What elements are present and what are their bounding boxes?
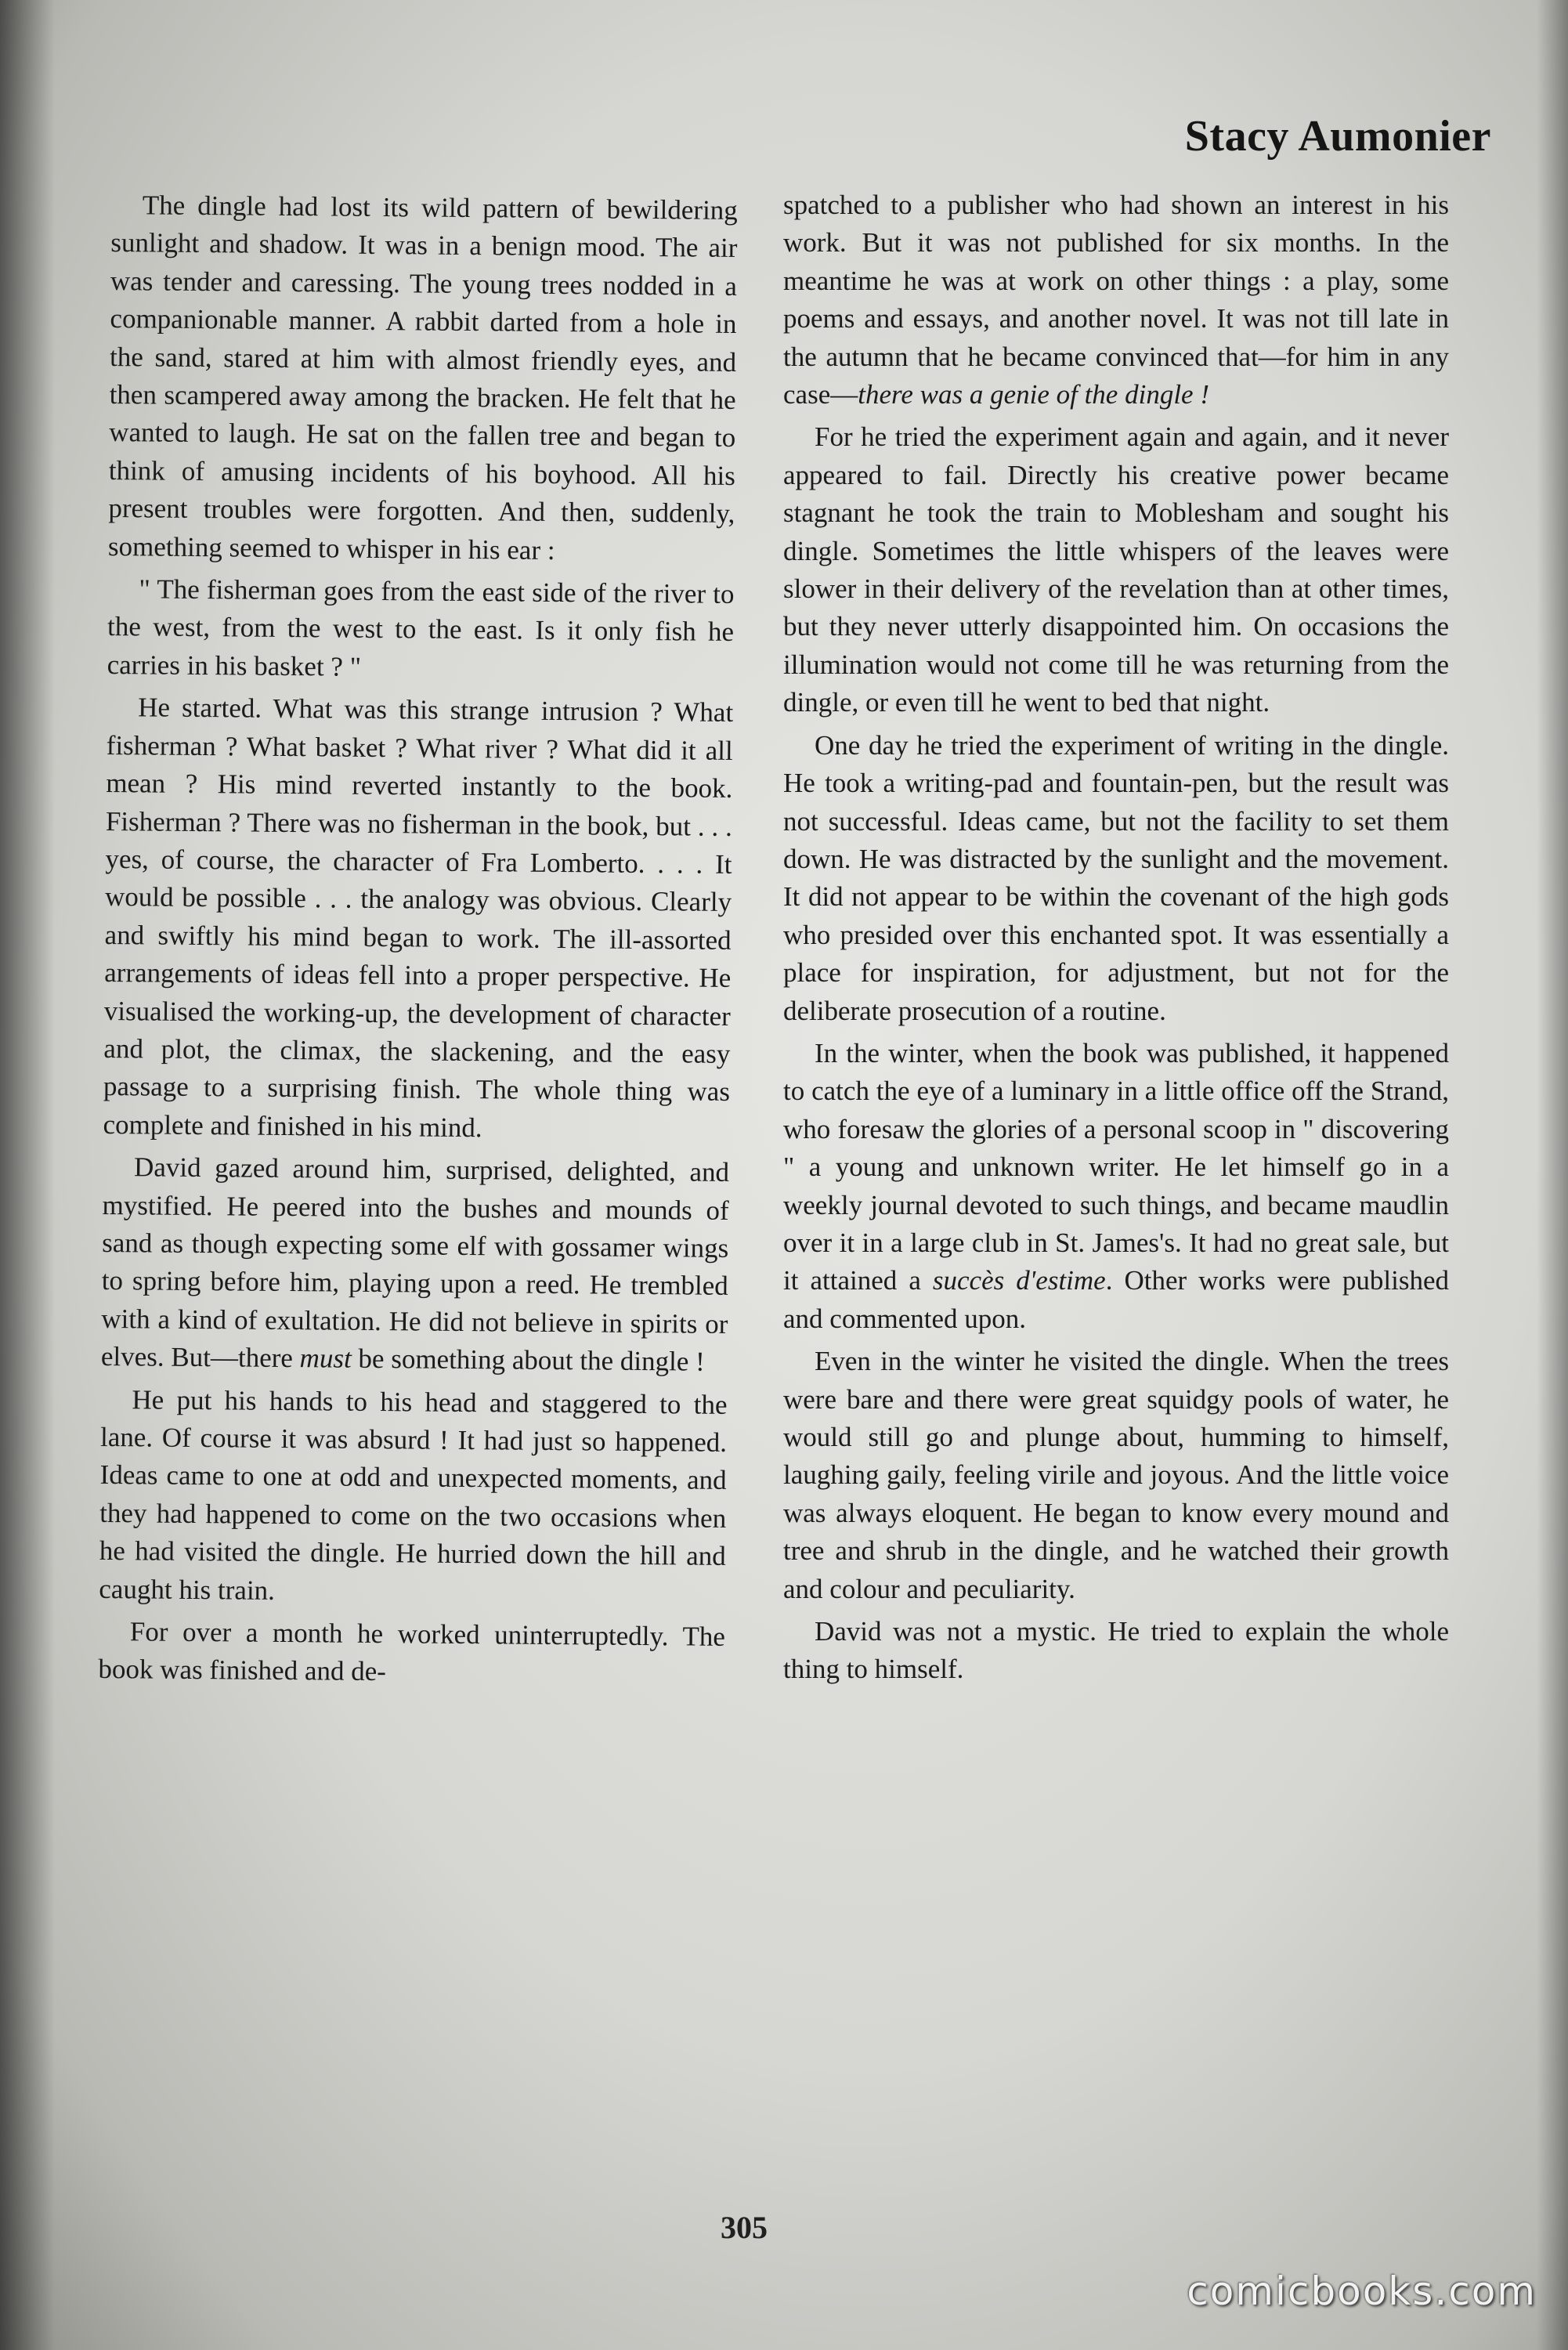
paragraph bbox=[783, 1035, 1449, 1338]
paragraph: He put his hands to his head and staggered to the lane. Of course it was absurd ! It had just so happened. Ideas came to one at odd and unexpected moments, and they had happened to come on the two occasions when he had visited the dingle. He hurried down the hill and caught his train. bbox=[99, 1383, 728, 1606]
paragraph: For he tried the experiment again and again, and it never appeared to fail. Directly his creative power became stagnant he took the train to Moblesham and sought his dingle. Sometimes the little whispers of the leaves were slower in their delivery of the revelation than at other times, but they never utterly disappointed him. On occasions the illumination would not come till he was returning from the dingle, or even till he went to bed that night. bbox=[783, 421, 1449, 718]
italic-emphasis: there was a genie of the dingle ! bbox=[858, 379, 1209, 410]
page-number: 305 bbox=[721, 2210, 768, 2245]
text-run: David gazed around him, surprised, delighted, and mystified. He peered into the bushes and mounds of sand as though expecting some elf with gossamer wings to spring before him, playing upon a reed. He trembled with a kind of exultation. He did not believe in spirits or elves. But—there bbox=[100, 1152, 730, 1374]
paragraph: David was not a mystic. He tried to explain the whole thing to himself. bbox=[783, 1616, 1449, 1685]
paragraph: He started. What was this strange intrusion ? What fisherman ? What basket ? What river ? What did it all mean ? His mind reverted instantly to the book. Fisherman ? There was no fisherman in the book, but . . . yes, of course, the character of Fra Lomberto. . . . It would be possible . . . the analogy was obvious. Clearly and swiftly his mind began to work. The ill-assorted arrangements of ideas fell into a proper perspective. He visualised the working-up, the development of character and plot, the climax, the slackening, and the easy passage to a surprising finish. The whole thing was complete and finished in his mind. bbox=[103, 692, 734, 1143]
paragraph bbox=[101, 1148, 730, 1381]
left-text-column bbox=[98, 186, 738, 1694]
text-run: be something about the dingle ! bbox=[358, 1343, 705, 1377]
italic-emphasis: succès d'estime bbox=[932, 1265, 1106, 1296]
watermark-text: comicbooks.com bbox=[1187, 2269, 1537, 2314]
paragraph: The dingle had lost its wild pattern of bewildering sunlight and shadow. It was in a benign mood. The air was tender and caressing. The young trees nodded in a companionable manner. A rabbit darted from a hole in the sand, stared at him with almost friendly eyes, and then scampered away among the bracken. He felt that he wanted to laugh. He sat on the fallen tree and began to think of amusing incidents of his boyhood. All his present troubles were forgotten. And then, suddenly, something seemed to whisper in his ear : bbox=[107, 190, 738, 566]
paragraph: For over a month he worked uninterruptedly. The book was finished and de- bbox=[98, 1616, 726, 1687]
paragraph: One day he tried the experiment of writing in the dingle. He took a writing-pad and fountain-pen, but the result was not successful. Ideas came, but not the facility to set them down. He was distracted by the sunlight and the movement. It did not appear to be within the covenant of the high gods who presided over this enchanted spot. It was essentially a place for inspiration, for adjustment, but not for the deliberate prosecution of a routine. bbox=[783, 729, 1449, 1026]
right-text-column bbox=[783, 186, 1449, 1689]
text-run: spatched to a publisher who had shown an interest in his work. But it was not published for six months. In the meantime he was at work on other things : a play, some poems and essays, and another novel. It was not till late in the autumn that he became convinced that—for him in any case— bbox=[783, 190, 1449, 410]
paragraph bbox=[783, 186, 1449, 414]
running-header-author: Stacy Aumonier bbox=[1184, 112, 1491, 161]
paragraph: Even in the winter he visited the dingle. When the trees were bare and there were great squidgy pools of water, he would still go and plunge about, humming to himself, laughing gaily, feeling virile and joyous. And the little voice was always eloquent. He began to know every mound and tree and shrub in the dingle, and he watched their growth and colour and peculiarity. bbox=[783, 1346, 1449, 1604]
italic-emphasis: must bbox=[299, 1343, 352, 1374]
paragraph: " The fisherman goes from the east side of the river to the west, from the west to the east. Is it only fish he carries in his basket ? " bbox=[107, 573, 735, 682]
text-run: . Other works were published and commented upon. bbox=[783, 1265, 1449, 1334]
text-run: In the winter, when the book was published, it happened to catch the eye of a luminary in a little office off the Strand, who foresaw the glories of a personal scoop in " discovering " a young and unknown writer. He let himself go in a weekly journal devoted to such things, and became maudlin over it in a large club in St. James's. It had no great sale, but it attained a bbox=[783, 1037, 1449, 1296]
